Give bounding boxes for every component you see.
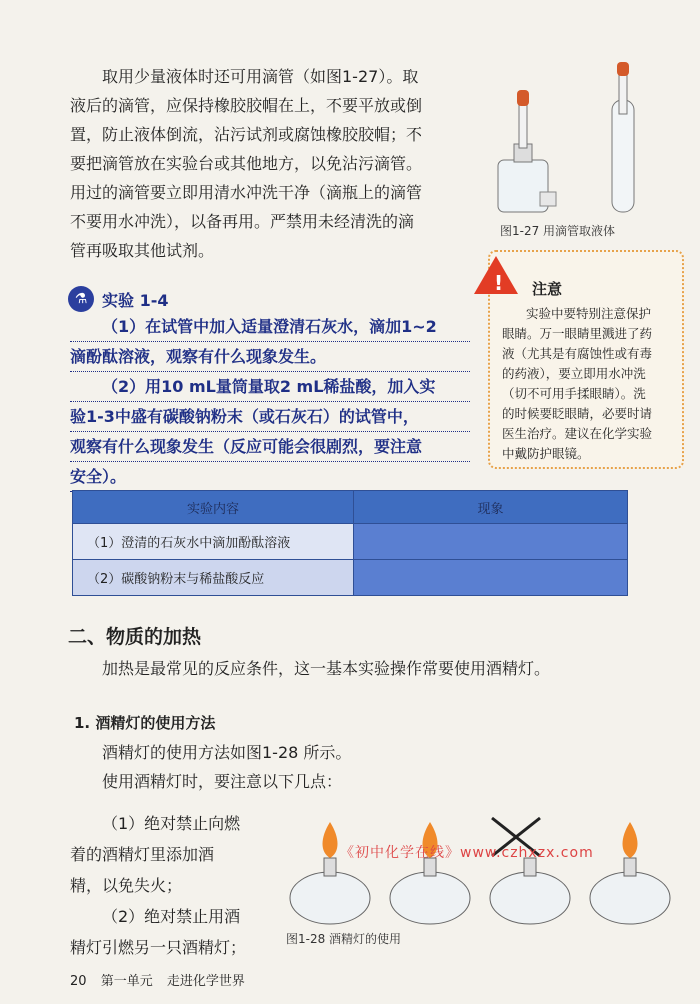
table-cell: （1）澄清的石灰水中滴加酚酞溶液: [73, 524, 354, 560]
experiment-line: 验1-3中盛有碳酸钠粉末（或石灰石）的试管中，: [70, 402, 470, 432]
column-header: 现象: [354, 491, 628, 524]
text-line: 液后的滴管，应保持橡胶胶帽在上，不要平放或倒: [70, 96, 423, 115]
unit-label: 第一单元: [100, 974, 153, 989]
column-header: 实验内容: [73, 491, 354, 524]
note-line: 的药液），要立即用水冲洗: [502, 366, 646, 381]
watermark: 《初中化学在线》www.czhxzx.com: [340, 845, 594, 861]
lamp-drawing: [290, 822, 370, 924]
observation-cell: [354, 524, 628, 560]
table-row: [73, 560, 628, 596]
text-line: 使用酒精灯时，要注意以下几点：: [102, 772, 343, 791]
lamp-drawing: [490, 818, 570, 924]
text-line: 要把滴管放在实验台或其他地方，以免沾污滴管。: [70, 154, 423, 173]
text-line: 取用少量液体时还可用滴管（如图1-27）。取: [102, 67, 419, 86]
text-line: 用过的滴管要立即用清水冲洗干净（滴瓶上的滴管: [70, 183, 423, 202]
note-box: [488, 250, 684, 469]
experiment-body: [70, 312, 470, 492]
intro-paragraph: [70, 62, 470, 265]
table-header-row: [73, 491, 628, 524]
section-title: 二、物质的加热: [68, 626, 202, 648]
note-line: 眼睛。万一眼睛里溅进了药: [502, 326, 653, 341]
experiment-line: （1）在试管中加入适量澄清石灰水，滴加1~2: [70, 312, 470, 342]
text-line: 酒精灯的使用方法如图1-28 所示。: [102, 743, 352, 762]
section-intro: 加热是最常见的反应条件，这一基本实验操作常要使用酒精灯。: [102, 659, 551, 678]
lamp-drawing: [590, 822, 670, 924]
note-text: [502, 304, 674, 464]
subsection-title: 1. 酒精灯的使用方法: [74, 714, 216, 732]
observation-cell: [354, 560, 628, 596]
text-line: 管再吸取其他试剂。: [70, 241, 215, 260]
flask-icon: ⚗: [68, 286, 94, 312]
lamp-drawing: [390, 822, 470, 924]
page-number: 20: [70, 974, 87, 989]
figure-caption: 图1-28 酒精灯的使用: [286, 932, 402, 946]
table-cell: （2）碳酸钠粉末与稀盐酸反应: [73, 560, 354, 596]
note-line: 医生治疗。建议在化学实验: [502, 426, 653, 441]
text-line: （1）绝对禁止向燃: [102, 814, 241, 833]
note-line: 液（尤其是有腐蚀性或有毒: [502, 346, 653, 361]
unit-title: 走进化学世界: [166, 974, 245, 989]
experiment-title: 实验 1-4: [102, 290, 169, 310]
note-line: （切不可用手揉眼睛）。洗: [502, 386, 646, 401]
note-line: 的时候要眨眼睛，必要时请: [502, 406, 653, 421]
text-line: 着的酒精灯里添加酒: [70, 845, 215, 864]
page-footer: [70, 970, 245, 989]
rules-paragraph: [70, 808, 290, 963]
experiment-line: 观察有什么现象发生（反应可能会很剧烈，要注意: [70, 432, 470, 462]
experiment-line: （2）用10 mL量筒量取2 mL稀盐酸，加入实: [70, 372, 470, 402]
table-row: [73, 524, 628, 560]
note-title: 注意: [532, 280, 563, 298]
note-line: 实验中要特别注意保护: [526, 306, 652, 321]
text-line: 不要用水冲洗），以备再用。严禁用未经清洗的滴: [70, 212, 415, 231]
experiment-line: 滴酚酞溶液，观察有什么现象发生。: [70, 342, 470, 372]
text-line: 置，防止液体倒流，沾污试剂或腐蚀橡胶胶帽；不: [70, 125, 423, 144]
warning-icon: !: [474, 256, 518, 294]
experiment-heading: [68, 286, 168, 312]
experiment-line: 安全）。: [70, 462, 126, 492]
observation-table: [72, 490, 628, 596]
alcohol-lamp-figure: [280, 800, 680, 928]
text-line: （2）绝对禁止用酒: [102, 907, 241, 926]
note-line: 中戴防护眼镜。: [502, 446, 590, 461]
dropper-figure: [488, 60, 688, 220]
text-line: 精，以免失火；: [70, 876, 183, 895]
lamp-paragraph: [102, 738, 502, 796]
figure-caption: 图1-27 用滴管取液体: [500, 224, 616, 238]
text-line: 精灯引燃另一只酒精灯；: [70, 938, 247, 957]
